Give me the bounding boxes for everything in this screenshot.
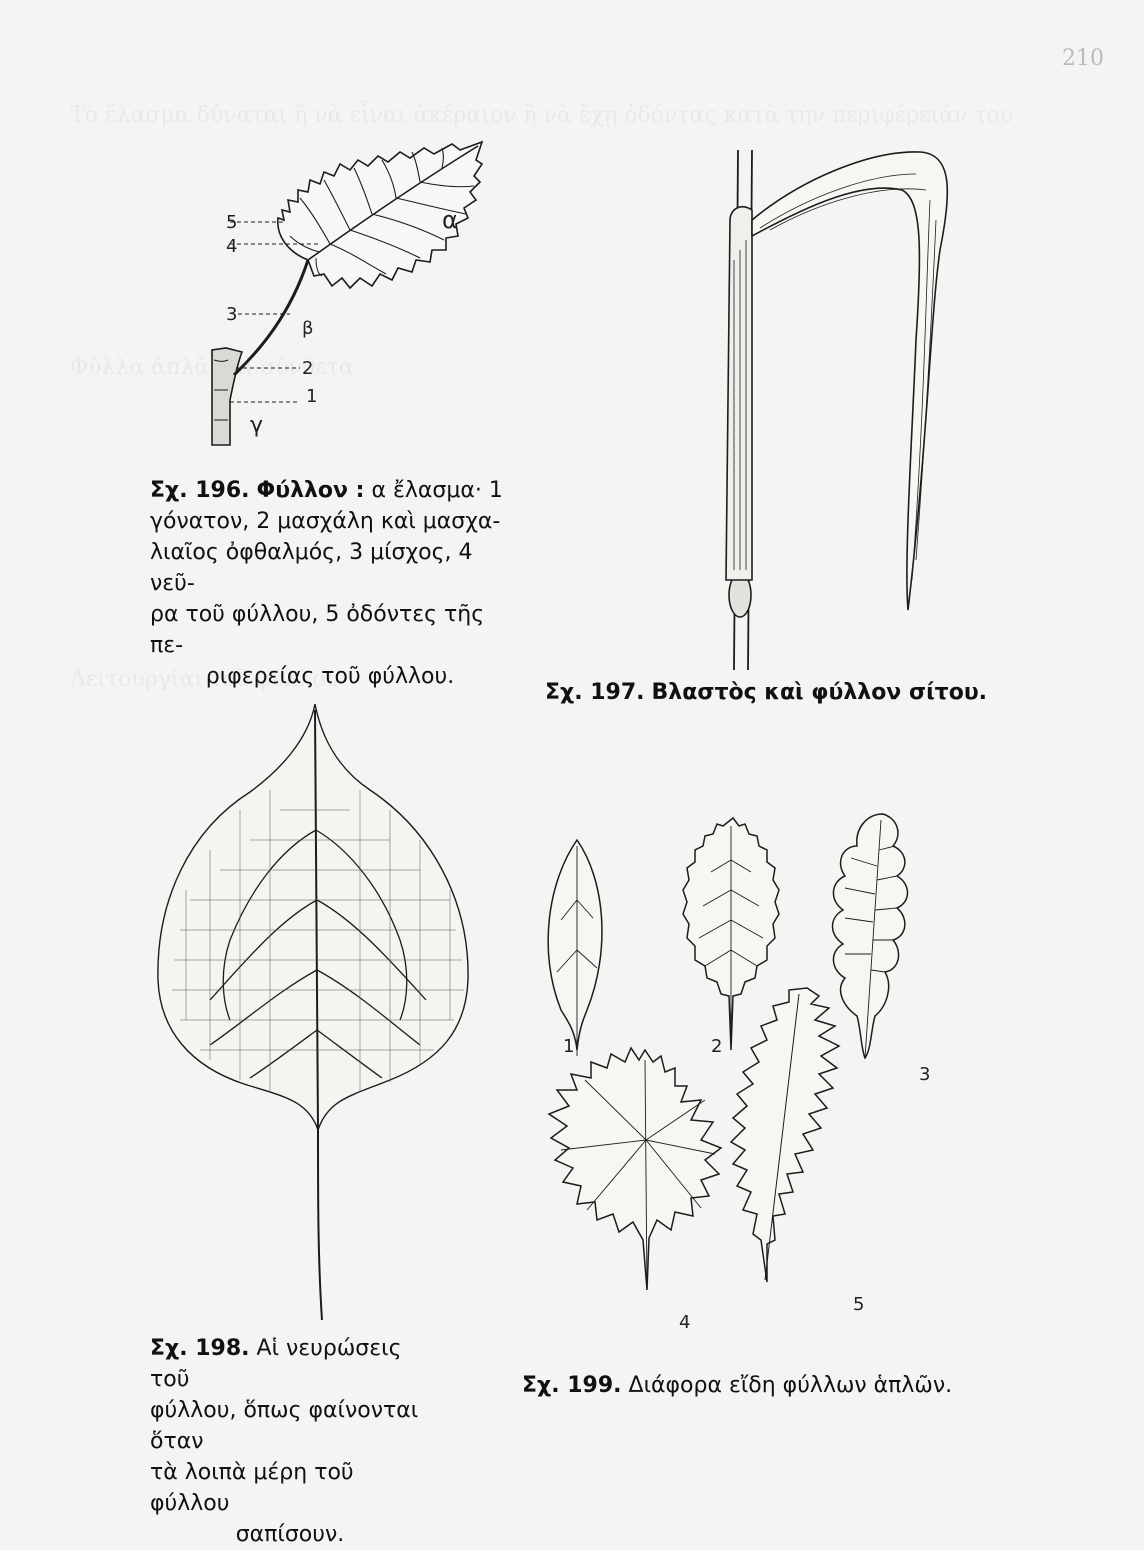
caption-198-line3: τὰ λοιπὰ μέρη τοῦ φύλλου: [150, 1460, 354, 1516]
caption-197-number: Σχ. 197.: [545, 680, 645, 705]
caption-196-line3: λιαῖος ὀφθαλμός, 3 μίσχος, 4 νεῦ-: [150, 540, 473, 596]
label-5: 5: [226, 212, 238, 233]
caption-199-number: Σχ. 199.: [522, 1373, 622, 1398]
label-alpha: α: [442, 206, 458, 234]
label-1: 1: [306, 386, 318, 407]
leaf-sheath: [726, 207, 752, 580]
caption-196: [150, 475, 510, 692]
caption-196-line1: α ἔλασμα· 1: [371, 478, 503, 503]
caption-197: [545, 680, 987, 705]
caption-198-line2: φύλλου, ὅπως φαίνονται ὅταν: [150, 1398, 419, 1454]
leaf-3-label: 3: [919, 1064, 931, 1085]
wheat-leaf-blade: [752, 152, 947, 610]
leaf-4-label: 4: [679, 1312, 691, 1333]
leaf-3-lobed: [833, 814, 908, 1058]
petiole: [234, 260, 308, 375]
leaf-4-palmate: [549, 1048, 721, 1290]
caption-199: [522, 1373, 952, 1398]
caption-196-line2: γόνατον, 2 μασχάλη καὶ μασχα-: [150, 509, 501, 534]
figure-197-wheat-stem: [690, 140, 990, 680]
label-gamma: γ: [250, 413, 264, 438]
caption-199-title: Διάφορα εἴδη φύλλων ἁπλῶν.: [628, 1373, 953, 1398]
caption-196-title: Φύλλον :: [256, 478, 365, 503]
leaf-5-runcinate: [731, 988, 839, 1282]
caption-198: [150, 1333, 430, 1550]
caption-196-line4: ρα τοῦ φύλλου, 5 ὀδόντες τῆς πε-: [150, 602, 485, 658]
caption-197-title: Βλαστὸς καὶ φύλλον σίτου.: [651, 680, 988, 705]
leaf-2-label: 2: [711, 1036, 723, 1057]
venation-leaf-outline: [158, 704, 468, 1130]
caption-198-line4: σαπίσουν.: [235, 1522, 345, 1547]
label-beta: β: [302, 318, 314, 339]
leaf-1-label: 1: [563, 1036, 575, 1057]
label-2: 2: [302, 358, 314, 379]
label-4: 4: [226, 236, 238, 257]
figure-199-simple-leaves: [505, 810, 965, 1370]
leaf-5-label: 5: [853, 1294, 865, 1315]
leaf-1-entire: [548, 840, 602, 1050]
label-3: 3: [226, 304, 238, 325]
page-number: 210: [1062, 46, 1104, 71]
branch-stem: [212, 348, 242, 445]
caption-198-number: Σχ. 198.: [150, 1336, 250, 1361]
figure-196-leaf-parts: [190, 140, 520, 460]
figure-198-leaf-venation: [150, 700, 480, 1330]
caption-196-line5: ριφερείας τοῦ φύλλου.: [205, 664, 455, 689]
caption-198-line1: Αἱ νευρώσεις τοῦ: [150, 1336, 402, 1392]
caption-196-number: Σχ. 196.: [150, 478, 250, 503]
